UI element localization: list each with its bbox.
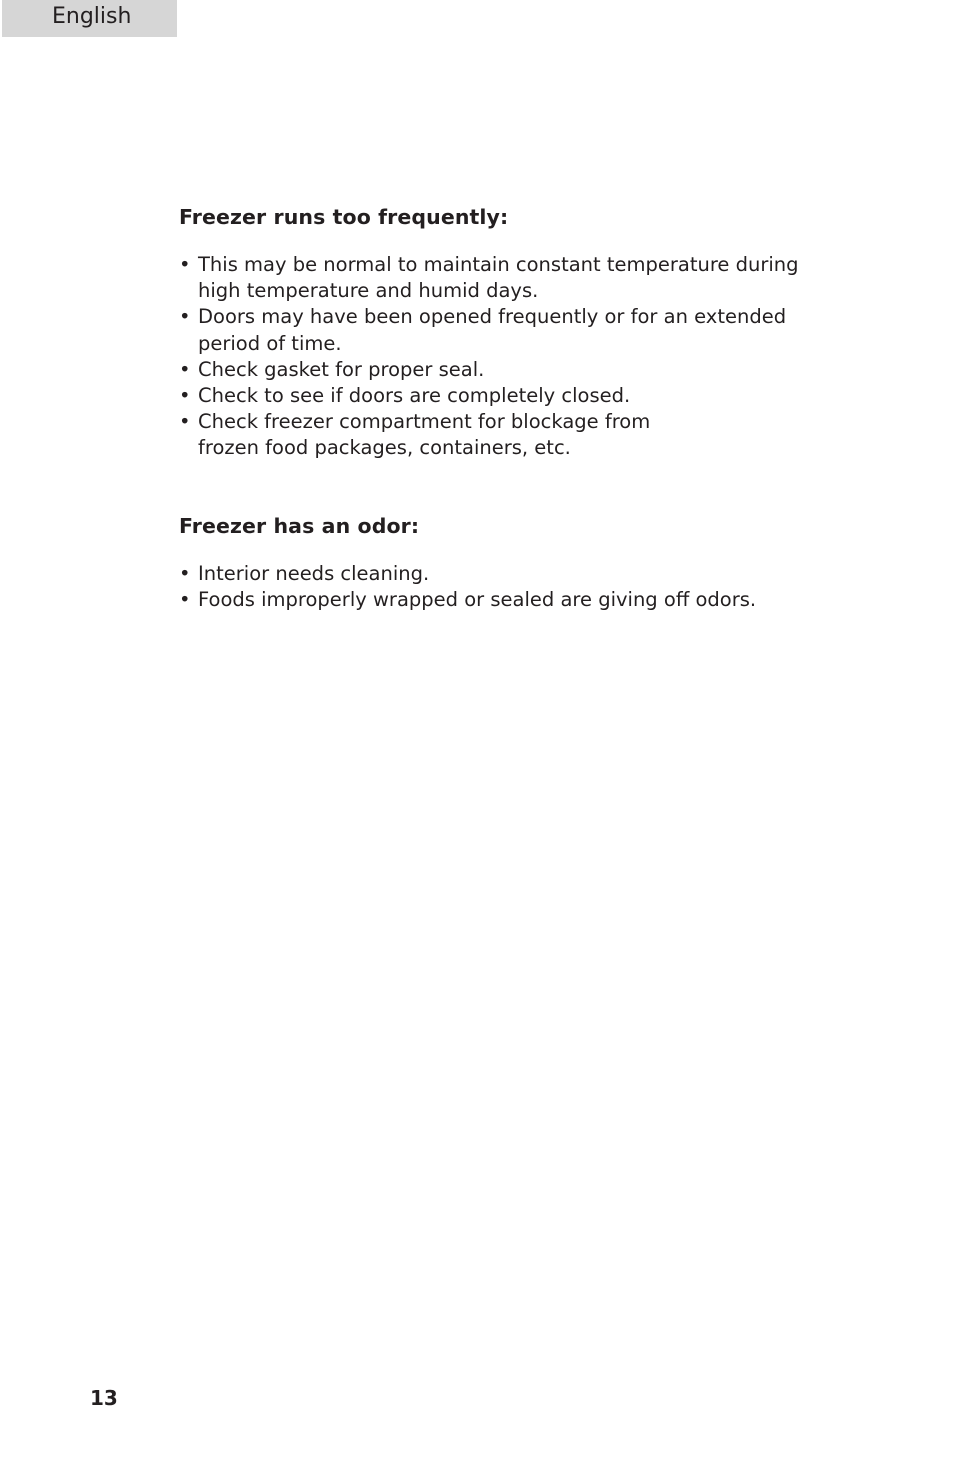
bullet-icon: •: [179, 410, 191, 434]
list-item-text: Interior needs cleaning.: [198, 562, 430, 585]
list-item: [179, 304, 819, 356]
page-number: 13: [90, 1386, 118, 1410]
list-item: [179, 587, 819, 613]
bullet-icon: •: [179, 305, 191, 329]
list-item: [179, 252, 819, 304]
list-item: [179, 383, 819, 409]
section-title: Freezer runs too frequently:: [179, 205, 509, 229]
list-item-text: Foods improperly wrapped or sealed are giving off odors.: [198, 588, 757, 612]
bullet-icon: •: [179, 253, 191, 276]
list-item: [179, 561, 819, 587]
bullet-icon: •: [179, 357, 191, 381]
list-item-text: Check freezer compartment for blockage from: [198, 410, 651, 434]
bullet-icon: •: [179, 384, 191, 408]
section-freezer-runs-frequently: [179, 200, 819, 462]
bullet-list: [179, 561, 819, 613]
list-item-text: Doors may have been opened frequently or for an extended: [198, 305, 787, 329]
list-item-text: This may be normal to maintain constant temperature during: [198, 253, 799, 276]
language-tab: English: [2, 0, 177, 37]
bullet-icon: •: [179, 588, 191, 612]
list-item: [179, 357, 819, 383]
section-title: Freezer has an odor:: [179, 514, 420, 538]
list-item-text: period of time.: [198, 331, 342, 355]
bullet-list: [179, 252, 819, 462]
list-item-text: Check to see if doors are completely closed.: [198, 384, 631, 408]
list-item-text: high temperature and humid days.: [198, 279, 539, 303]
section-freezer-odor: [179, 509, 819, 613]
list-item-text: Check gasket for proper seal.: [198, 357, 485, 381]
bullet-icon: •: [179, 562, 191, 585]
list-item-text: frozen food packages, containers, etc.: [198, 436, 571, 460]
list-item: [179, 409, 819, 461]
